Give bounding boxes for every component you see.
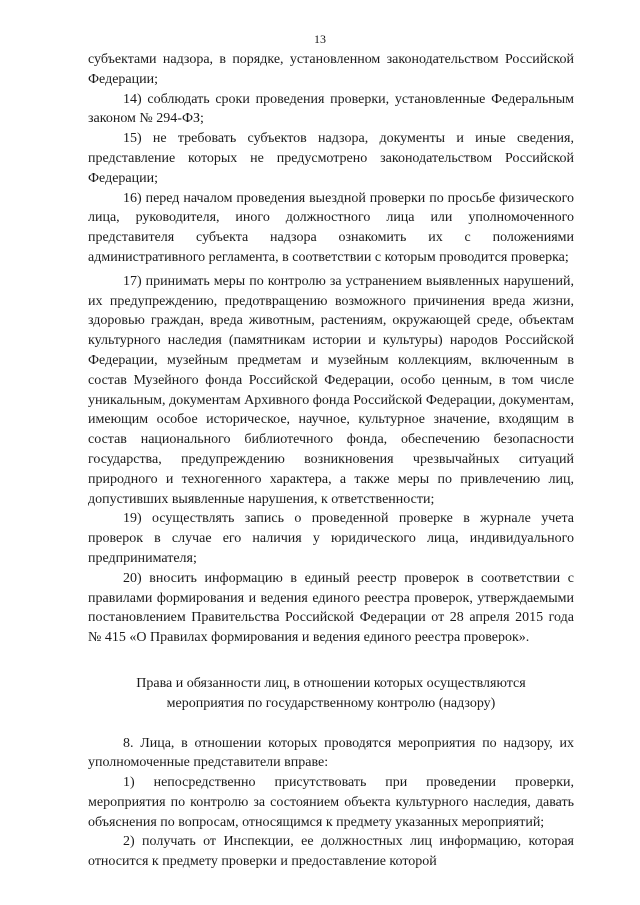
paragraph-item-16: 16) перед началом проведения выездной проверки по просьбе физического лица, руководителя, иного должностного лица или уполномоченного представителя субъекта надзора ознакомить их с положениями административного регламента, в соответствии с которым проводится проверка; (88, 190, 574, 265)
paragraph-item-8-2: 2) получать от Инспекции, ее должностных лиц информацию, которая относится к предмету проверки и предоставление которой (88, 834, 574, 870)
paragraph-item-17: 17) принимать меры по контролю за устранением выявленных нарушений, их предупреждению, предотвращению возможного причинения вреда жизни, здоровью граждан, вреда животным, растениям, окружающей среде, объектам культурного наследия (памятникам истории и культуры) народов Российской Федерации, музейным предметам и музейным коллекциям, включенным в состав Музейного фонда Российской Федерации, особо ценным, в том числе уникальным, документам Архивного фонда Российской Федерации, документам, имеющим особое историческое, научное, культурное значение, входящим в состав национального библиотечного фонда, обеспечению безопасности государства, предупреждению возникновения чрезвычайных ситуаций природного и техногенного характера, а также меры по привлечению лиц, допустивших выявленные нарушения, к ответственности; (88, 273, 574, 507)
paragraph-item-15: 15) не требовать субъектов надзора, документы и иные сведения, представление которых не предусмотрено законодательством Российской Федерации; (88, 131, 574, 186)
section-heading-line-2: мероприятия по государственному контролю (надзору) (166, 695, 496, 711)
paragraph-item-14: 14) соблюдать сроки проведения проверки, установленные Федеральным законом № 294-ФЗ; (88, 91, 574, 127)
paragraph-item-8-1: 1) непосредственно присутствовать при проведении проверки, мероприятия по контролю за состоянием объекта культурного наследия, давать объяснения по вопросам, относящимся к предмету указанных мероприятий; (88, 775, 574, 830)
document-body (88, 50, 574, 872)
page-number: 13 (314, 32, 326, 46)
section-heading (88, 674, 574, 714)
section-heading-line-1: Права и обязанности лиц, в отношении которых осуществляются (136, 675, 526, 691)
paragraph-continuation: субъектами надзора, в порядке, установленном законодательством Российской Федерации; (88, 52, 574, 87)
paragraph-item-19: 19) осуществлять запись о проведенной проверке в журнале учета проверок в случае его наличия у юридического лица, индивидуального предпринимателя; (88, 511, 574, 566)
paragraph-item-8: 8. Лица, в отношении которых проводятся мероприятия по надзору, их уполномоченные представители вправе: (88, 735, 574, 771)
paragraph-item-20: 20) вносить информацию в единый реестр проверок в соответствии с правилами формирования и ведения единого реестра проверок, утверждаемыми постановлением Правительства Российской Федерации от 28 апреля 2015 года № 415 «О Правилах формирования и ведения единого реестра проверок». (88, 570, 574, 646)
